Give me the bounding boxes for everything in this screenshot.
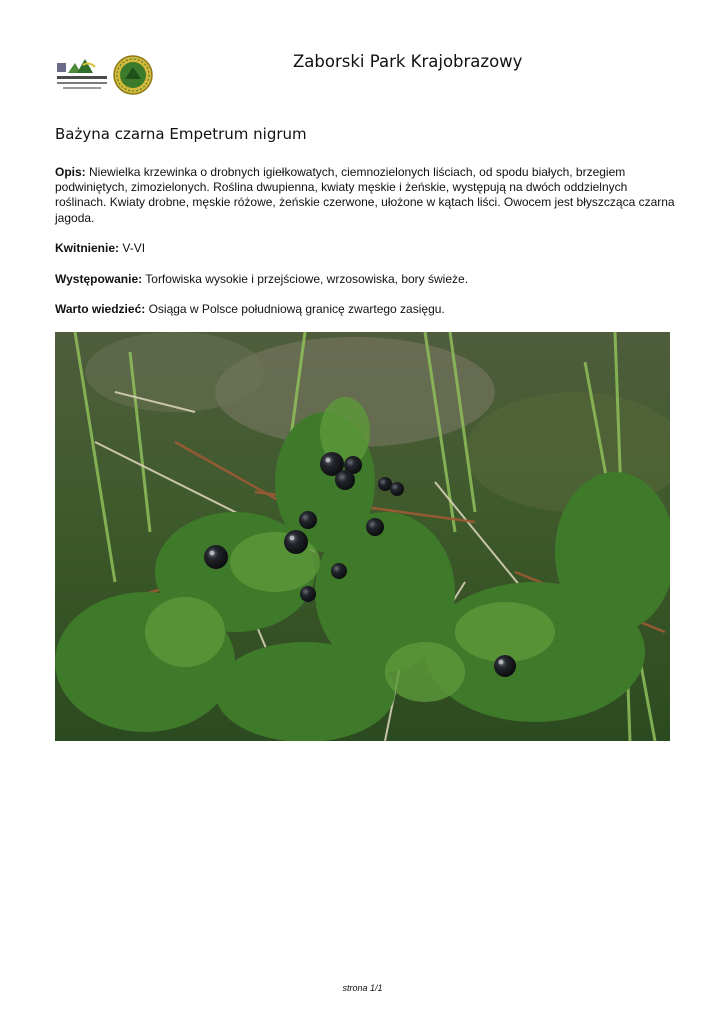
section-flowering bbox=[55, 241, 675, 256]
page-number: strona 1/1 bbox=[342, 983, 383, 993]
section-occurrence bbox=[55, 272, 675, 287]
section-label: Kwitnienie: bbox=[55, 241, 120, 255]
section-label: Występowanie: bbox=[55, 272, 143, 286]
section-trivia bbox=[55, 302, 675, 317]
page-title: Bażyna czarna Empetrum nigrum bbox=[55, 125, 307, 143]
section-label: Warto wiedzieć: bbox=[55, 302, 146, 316]
section-description bbox=[55, 165, 675, 226]
section-text: Osiąga w Polsce południową granicę zwartego zasięgu. bbox=[148, 302, 445, 316]
crowberry-photo-illustration bbox=[55, 332, 670, 741]
zaborski-park-seal-logo bbox=[114, 56, 152, 94]
section-text: Torfowiska wysokie i przejściowe, wrzosowiska, bory świeże. bbox=[145, 272, 469, 286]
plant-photo bbox=[55, 332, 670, 741]
header-logos bbox=[55, 55, 155, 97]
rezerwat-biosfery-logo bbox=[55, 55, 155, 97]
site-title: Zaborski Park Krajobrazowy bbox=[293, 52, 523, 71]
section-text: V-VI bbox=[122, 241, 146, 255]
section-label: Opis: bbox=[55, 165, 86, 179]
section-text: Niewielka krzewinka o drobnych igiełkowatych, ciemnozielonych liściach, od spodu białych, brzegiem podwiniętych, zimozielonych. Roślina dwupienna, kwiaty męskie i żeńskie, występują na dwóch oddzielnych roślinach. Kwiaty drobne, męskie różowe, żeńskie czerwone, ułożone w kątach liści. Owocem jest błyszcząca czarna jagoda. bbox=[55, 165, 675, 225]
